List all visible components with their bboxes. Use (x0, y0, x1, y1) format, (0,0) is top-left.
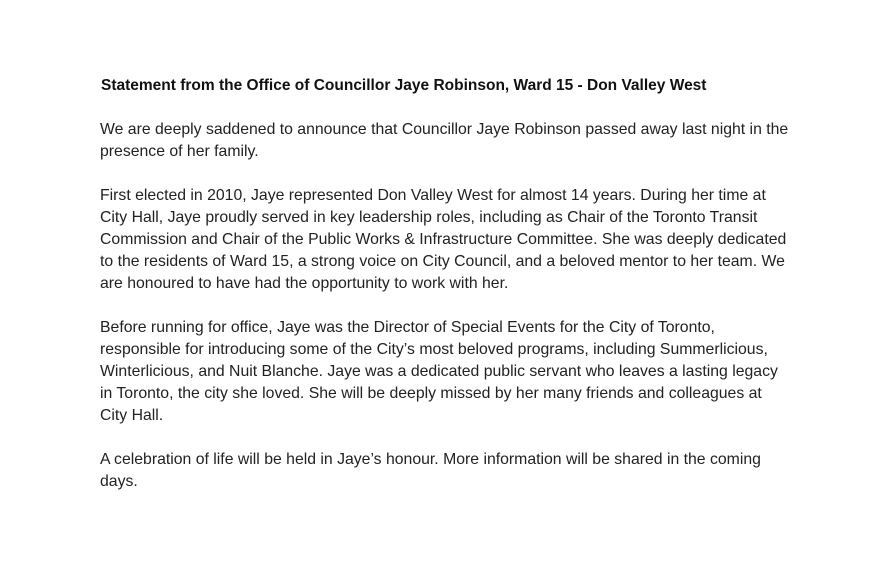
statement-title: Statement from the Office of Councillor Jaye Robinson, Ward 15 - Don Valley West (101, 77, 707, 94)
paragraph-career: First elected in 2010, Jaye represented Don Valley West for almost 14 years. During her time at City Hall, Jaye proudly served in key leadership roles, including as Chair of the Toronto Transit Commission and Chair of the Public Works & Infrastructure Committee. She was deeply dedicated to the residents of Ward 15, a strong voice on City Council, and a beloved mentor to her team. We are honoured to have had the opportunity to work with her. (100, 187, 787, 292)
statement-document (100, 75, 790, 493)
paragraph-background: Before running for office, Jaye was the Director of Special Events for the City of Toronto, responsible for introducing some of the City’s most beloved programs, including Summerlicious, Winterlicious, and Nuit Blanche. Jaye was a dedicated public servant who leaves a lasting legacy in Toronto, the city she loved. She will be deeply missed by her many friends and colleagues at City Hall. (100, 319, 778, 424)
paragraph-celebration: A celebration of life will be held in Jaye’s honour. More information will be shared in the coming days. (100, 451, 761, 490)
paragraph-announcement: We are deeply saddened to announce that Councillor Jaye Robinson passed away last night in the presence of her family. (100, 121, 789, 160)
